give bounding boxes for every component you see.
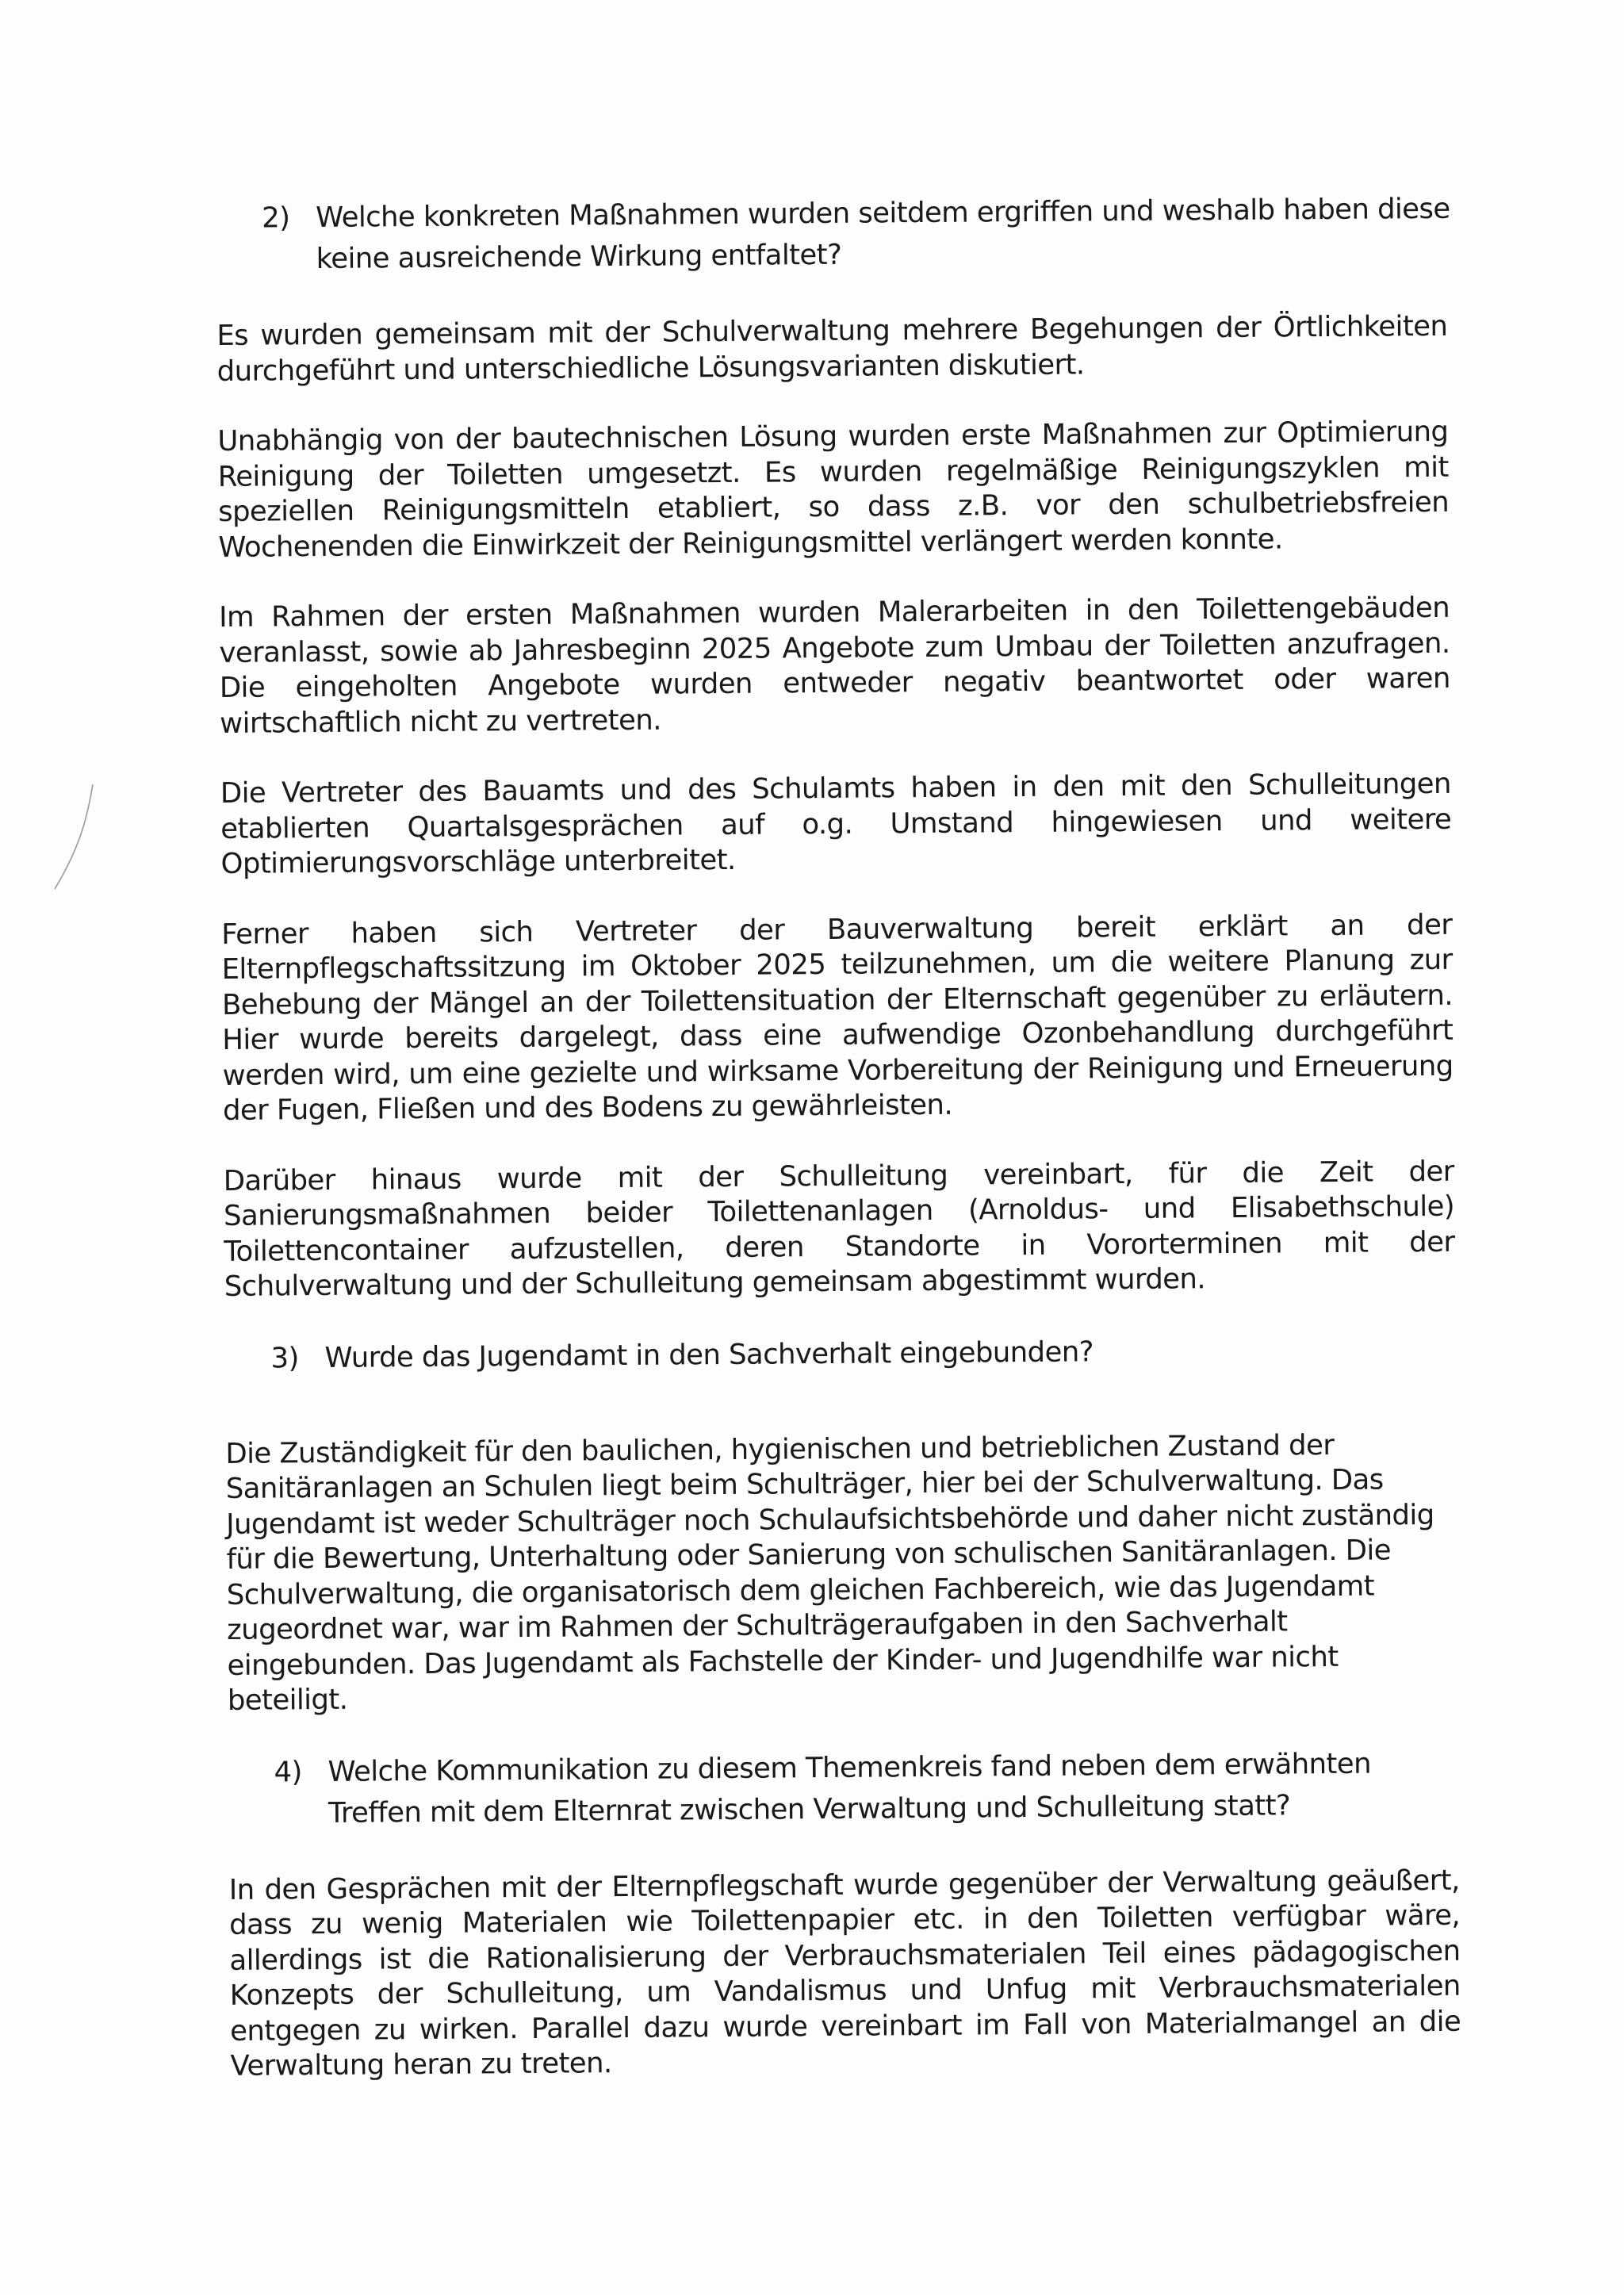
question-4 [274, 1742, 1464, 1834]
answer-paragraph: Unabhängig von der bautechnischen Lösung wurden erste Maßnahmen zur Optimierung Reinigung der Toiletten umgesetzt. Es wurden regelmäßige Reinigungszyklen mit speziellen Reinigungsmitteln etabliert, so dass z.B. vor den schulbetriebsfreien Wochenenden die Einwirkzeit der Reinigungsmittel verlängert werden konnte. [217, 415, 1450, 564]
pen-stroke-mark [52, 781, 99, 892]
answer-paragraph: In den Gesprächen mit der Elternpflegschaft wurde gegenüber der Verwaltung geäußert, dass zu wenig Materialen wie Toilettenpapier etc. in den Toiletten verfügbar wäre, allerdings ist die Rationalisierung der Verbrauchsmaterialen Teil eines pädagogischen Konzepts der Schulleitung, um Vandalismus und Unfug mit Verbrauchsmaterialen entgegen zu wirken. Parallel dazu wurde vereinbart im Fall von Materialmangel an die Verwaltung heran zu treten. [228, 1864, 1461, 2082]
question-text: Welche Kommunikation zu diesem Themenkreis fand neben dem erwähnten Treffen mit dem Elternrat zwischen Verwaltung und Schulleitung statt? [327, 1747, 1372, 1829]
question-number: 4) [274, 1755, 302, 1788]
answer-paragraph: Ferner haben sich Vertreter der Bauverwaltung bereit erklärt an der Elternpflegschaftssitzung im Oktober 2025 teilzunehmen, um die weitere Planung zur Behebung der Mängel an der Toilettensituation der Elternschaft gegenüber zu erläutern. Hier wurde bereits dargelegt, dass eine aufwendige Ozonbehandlung durchgeführt werden wird, um eine gezielte und wirksame Vorbereitung der Reinigung und Erneuerung der Fugen, Fließen und des Bodens zu gewährleisten. [221, 908, 1454, 1127]
question-number: 2) [262, 201, 290, 235]
question-text: Wurde das Jugendamt in den Sachverhalt eingebunden? [324, 1335, 1094, 1374]
answer-paragraph: Die Zuständigkeit für den baulichen, hygienischen und betrieblichen Zustand der Sanitäranlagen an Schulen liegt beim Schulträger, hier bei der Schulverwaltung. Das Jugendamt ist weder Schulträger noch Schulaufsichtsbehörde und daher nicht zuständig für die Bewertung, Unterhaltung oder Sanierung von schulischen Sanitäranlagen. Die Schulverwaltung, die organisatorisch dem gleichen Fachbereich, wie das Jugendamt zugeordnet war, war im Rahmen der Schulträgeraufgaben in den Sachverhalt eingebunden. Das Jugendamt als Fachstelle der Kinder- und Jugendhilfe war nicht beteiligt. [225, 1428, 1434, 1717]
document-body [216, 189, 1461, 2085]
question-number: 3) [270, 1341, 299, 1374]
answer-paragraph: Es wurden gemeinsam mit der Schulverwaltung mehrere Begehungen der Örtlichkeiten durchgeführt und unterschiedliche Lösungsvarianten diskutiert. [216, 309, 1448, 388]
question-2 [262, 189, 1452, 281]
answer-paragraph: Im Rahmen der ersten Maßnahmen wurden Malerarbeiten in den Toilettengebäuden veranlasst, sowie ab Jahresbeginn 2025 Angebote zum Umbau der Toiletten anzufragen. Die eingeholten Angebote wurden entweder negativ beantwortet oder waren wirtschaftlich nicht zu vertreten. [218, 591, 1450, 740]
question-text: Welche konkreten Maßnahmen wurden seitdem ergriffen und weshalb haben diese keine ausreichende Wirkung entfaltet? [316, 192, 1450, 276]
answer-paragraph: Darüber hinaus wurde mit der Schulleitung vereinbart, für die Zeit der Sanierungsmaßnahmen beider Toilettenanlagen (Arnoldus- und Elisabethschule) Toilettencontainer aufzustellen, deren Standorte in Vororterminen mit der Schulverwaltung und der Schulleitung gemeinsam abgestimmt wurden. [223, 1155, 1455, 1303]
answer-paragraph: Die Vertreter des Bauamts und des Schulamts haben in den mit den Schulleitungen etablierten Quartalsgesprächen auf o.g. Umstand hingewiesen und weitere Optimierungsvorschläge unterbreitet. [220, 767, 1452, 880]
